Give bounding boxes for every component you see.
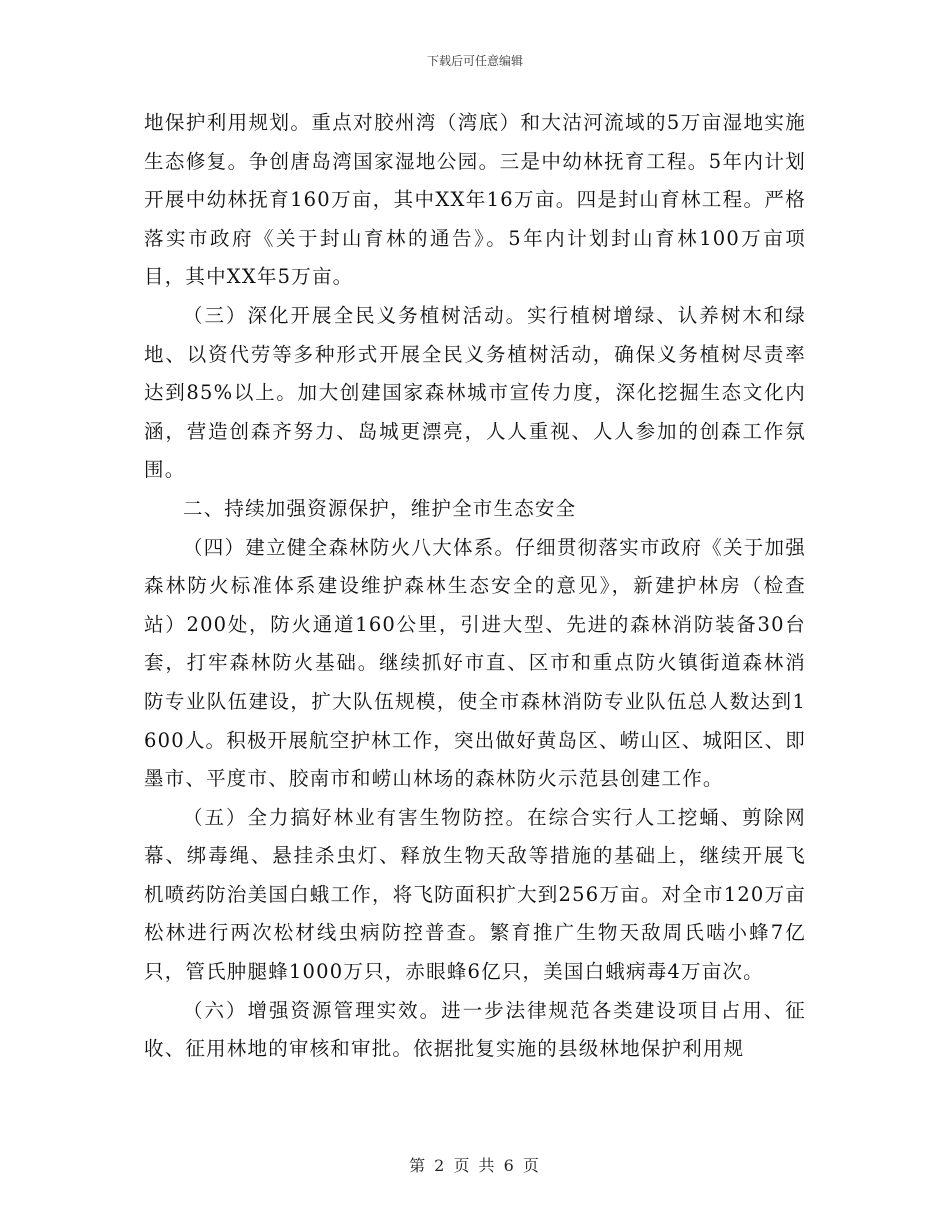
paragraph-section-6-resource-management: （六）增强资源管理实效。进一步法律规范各类建设项目占用、征收、征用林地的审核和审批。依据批复实施的县级林地保护利用规 (144, 998, 806, 1061)
paragraph-section-5-pest-control: （五）全力搞好林业有害生物防控。在综合实行人工挖蛹、剪除网幕、绑毒绳、悬挂杀虫灯、释放生物天敌等措施的基础上，继续开展飞机喷药防治美国白蛾工作，将飞防面积扩大到256万亩。对全市120万亩松林进行两次松材线虫病防控普查。繁育推广生物天敌周氏啮小蜂7亿只，管氏肿腿蜂1000万只，赤眼蜂6亿只，美国白蛾病毒4万亩次。 (144, 805, 806, 984)
document-body (144, 104, 806, 1069)
page-header-note: 下载后可任意编辑 (426, 54, 523, 68)
page-number-footer: 第 2 页 共 6 页 (409, 1156, 541, 1175)
paragraph-section-3-tree-planting: （三）深化开展全民义务植树活动。实行植树增绿、认养树木和绿地、以资代劳等多种形式开展全民义务植树活动，确保义务植树尽责率达到85%以上。加大创建国家森林城市宣传力度，深化挖掘生态文化内涵，营造创森齐努力、岛城更漂亮，人人重视、人人参加的创森工作氛围。 (144, 303, 806, 482)
paragraph-wetland-continuation: 地保护利用规划。重点对胶州湾（湾底）和大沽河流域的5万亩湿地实施生态修复。争创唐岛湾国家湿地公园。三是中幼林抚育工程。5年内计划开展中幼林抚育160万亩，其中XX年16万亩。四是封山育林工程。严格落实市政府《关于封山育林的通告》。5年内计划封山育林100万亩项目，其中XX年5万亩。 (144, 111, 806, 289)
section-heading-resource-protection: 二、持续加强资源保护，维护全市生态安全 (183, 496, 577, 520)
paragraph-section-4-fire-prevention: （四）建立健全森林防火八大体系。仔细贯彻落实市政府《关于加强森林防火标准体系建设维护森林生态安全的意见》，新建护林房（检查站）200处，防火通道160公里，引进大型、先进的森林消防装备30台套，打牢森林防火基础。继续抓好市直、区市和重点防火镇街道森林消防专业队伍建设，扩大队伍规模，使全市森林消防专业队伍总人数达到1600人。积极开展航空护林工作，突出做好黄岛区、崂山区、城阳区、即墨市、平度市、胶南市和崂山林场的森林防火示范县创建工作。 (144, 535, 806, 791)
